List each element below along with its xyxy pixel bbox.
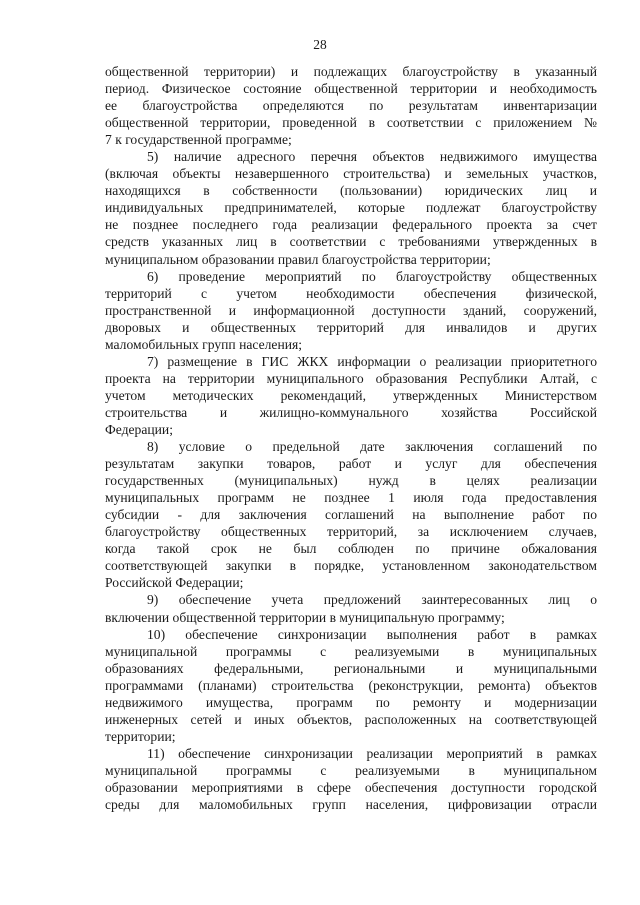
text-line: муниципальной программы с реализуемыми в муниципальном (105, 762, 597, 778)
paragraph-item-6 (105, 268, 597, 353)
text-line: 5) наличие адресного перечня объектов недвижимого имущества (147, 149, 597, 165)
text-line: 9) обеспечение учета предложений заинтересованных лиц о (147, 592, 597, 608)
text-line: учетом методических рекомендаций, утвержденных Министерством (105, 387, 597, 403)
text-line: индивидуальных предпринимателей, которые подлежат благоустройству (105, 200, 597, 216)
paragraph-item-9 (105, 591, 597, 625)
text-line: среды для маломобильных групп населения, цифровизации отрасли (105, 797, 597, 813)
text-line: территории; (105, 728, 176, 744)
text-line: субсидии - для заключения соглашений на выполнение работ по (105, 507, 597, 523)
text-line: 8) условие о предельной дате заключения соглашений по (147, 439, 597, 455)
text-line: соответствующей закупки в порядке, установленном законодательством (105, 558, 597, 574)
paragraph-item-10 (105, 626, 597, 745)
text-line: когда такой срок не был соблюден по причине обжалования (105, 541, 597, 557)
text-line: муниципальной программы с реализуемыми в муниципальных (105, 643, 597, 659)
text-line: не позднее последнего года реализации федерального проекта за счет (105, 217, 597, 233)
text-line: общественной территории) и подлежащих благоустройству в указанный (105, 64, 597, 79)
text-line: благоустройству общественных территорий, за исключением случаев, (105, 524, 597, 540)
text-line: находящихся в собственности (пользовании) юридических лиц и (105, 183, 597, 199)
text-line: 7 к государственной программе; (105, 132, 292, 148)
text-line: ее благоустройства определяются по результатам инвентаризации (105, 98, 597, 114)
text-line: муниципальных программ не позднее 1 июля года предоставления (105, 490, 597, 506)
paragraph-continuation (105, 63, 597, 148)
text-line: образованиях федеральными, региональными и муниципальными (105, 660, 597, 676)
text-line: пространственной и информационной доступности зданий, сооружений, (105, 302, 597, 318)
text-line: образовании мероприятиями в сфере обеспечения доступности городской (105, 779, 597, 795)
paragraph-item-5 (105, 148, 597, 267)
text-line: (включая объекты незавершенного строительства) и земельных участков, (105, 166, 597, 182)
text-line: территорий с учетом необходимости обеспечения физической, (105, 285, 597, 301)
text-line: период. Физическое состояние общественной территории и необходимость (105, 81, 597, 97)
text-line: 7) размещение в ГИС ЖКХ информации о реализации приоритетного (147, 353, 597, 369)
text-line: включении общественной территории в муниципальную программу; (105, 609, 505, 625)
text-line: результатам закупки товаров, работ и услуг для обеспечения (105, 456, 597, 472)
text-line: 6) проведение мероприятий по благоустройству общественных (147, 268, 597, 284)
text-line: программами (планами) строительства (реконструкции, ремонта) объектов (105, 677, 597, 693)
text-line: Федерации; (105, 421, 173, 437)
text-line: инженерных сетей и иных объектов, расположенных на соответствующей (105, 711, 597, 727)
paragraph-item-8 (105, 438, 597, 591)
paragraph-item-7 (105, 353, 597, 438)
text-line: проекта на территории муниципального образования Республики Алтай, с (105, 370, 597, 386)
page-number: 28 (313, 37, 327, 52)
text-line: муниципальном образовании правил благоустройства территории; (105, 251, 491, 267)
text-line: строительства и жилищно-коммунального хозяйства Российской (105, 404, 597, 420)
paragraph-item-11 (105, 745, 597, 813)
text-line: 10) обеспечение синхронизации выполнения работ в рамках (147, 626, 597, 642)
text-line: дворовых и общественных территорий для инвалидов и других (105, 319, 597, 335)
text-line: 11) обеспечение синхронизации реализации мероприятий в рамках (147, 745, 597, 761)
text-line: средств указанных лиц в соответствии с требованиями утвержденных в (105, 234, 597, 250)
text-line: Российской Федерации; (105, 575, 244, 591)
document-body (105, 63, 597, 813)
text-line: недвижимого имущества, программ по ремонту и модернизации (105, 694, 597, 710)
text-line: маломобильных групп населения; (105, 336, 303, 352)
text-line: общественной территории, проведенной в соответствии с приложением № (105, 115, 597, 131)
text-line: государственных (муниципальных) нужд в целях реализации (105, 473, 597, 489)
